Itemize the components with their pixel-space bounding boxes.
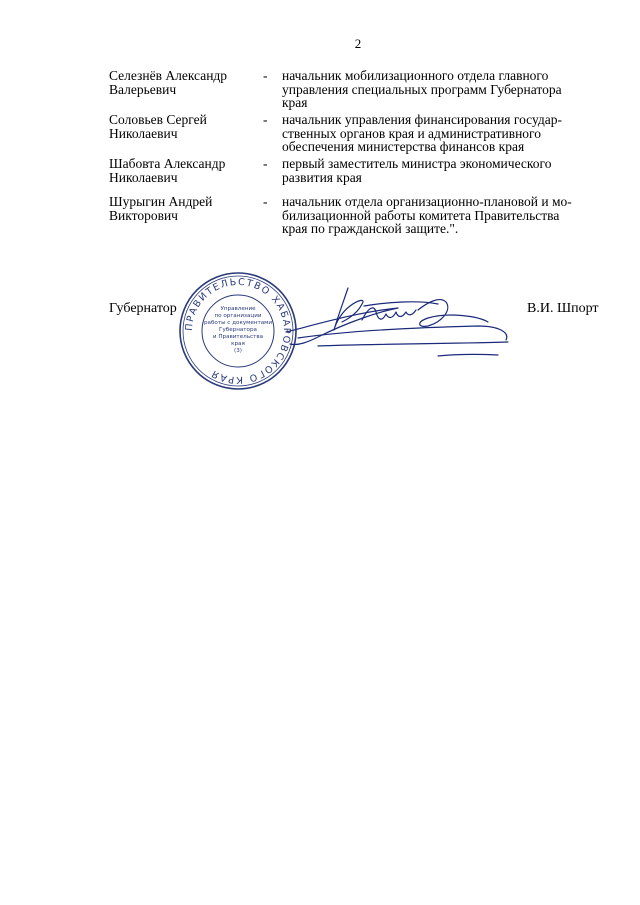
member-position-line: края по гражданской защите.".: [282, 221, 459, 236]
seal-center-line: и Правительства: [212, 334, 264, 340]
member-position-line: начальник управления финансирования государ-: [282, 112, 562, 127]
member-name-line: Викторович: [109, 207, 178, 223]
member-name-line: Валерьевич: [109, 81, 177, 97]
seal-center-line: работы с документами: [204, 320, 272, 326]
member-position-line: начальник мобилизационного отдела главного: [282, 68, 549, 83]
member-dash: -: [263, 194, 268, 209]
seal-center-line: (3): [234, 348, 242, 354]
member-position-line: управления специальных программ Губернатора: [282, 81, 562, 97]
member-position-line: обеспечения министерства финансов края: [282, 139, 525, 154]
seal-center-line: Губернатора: [219, 327, 257, 333]
member-name-line: Селезнёв Александр: [109, 68, 228, 83]
member-dash: -: [263, 68, 268, 83]
member-name-line: Николаевич: [109, 169, 178, 185]
seal-center-line: края: [231, 341, 245, 347]
handwritten-signature: [278, 282, 518, 362]
member-position-line: билизационной работы комитета Правительства: [282, 207, 560, 223]
member-name-line: Шурыгин Андрей: [109, 194, 213, 209]
signatory-title: Губернатор: [109, 301, 177, 316]
seal-center-line: Управление: [220, 306, 256, 312]
member-position-line: края: [282, 95, 308, 110]
member-name-line: Соловьев Сергей: [109, 112, 207, 127]
member-name-line: Шабовта Александр: [109, 156, 226, 171]
member-dash: -: [263, 112, 268, 127]
member-position-line: развития края: [282, 169, 362, 185]
page-number: 2: [354, 36, 362, 51]
seal-center-line: по организации: [214, 313, 262, 319]
member-name-line: Николаевич: [109, 125, 178, 141]
member-dash: -: [263, 156, 268, 171]
member-position-line: первый заместитель министра экономического: [282, 156, 552, 171]
member-position-line: ственных органов края и административного: [282, 125, 542, 141]
seal-ring-text: ПРАВИТЕЛЬСТВО ХАБАРОВСКОГО КРАЯ: [183, 276, 293, 386]
signatory-name: В.И. Шпорт: [527, 301, 599, 316]
member-position-line: начальник отдела организационно-плановой и мо-: [282, 194, 572, 209]
